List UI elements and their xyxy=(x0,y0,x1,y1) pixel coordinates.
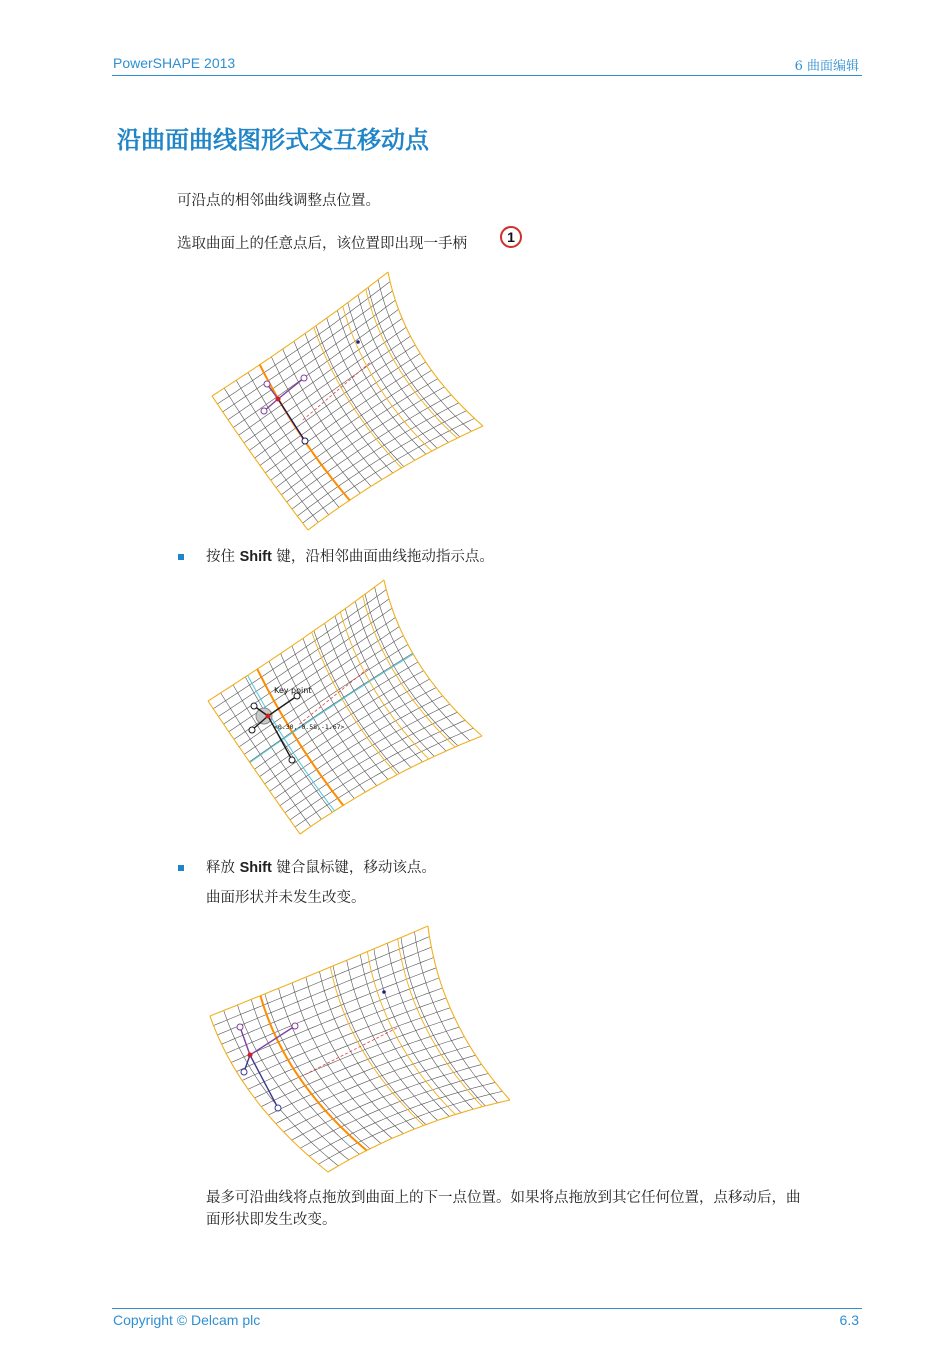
bullet-2-post: 键合鼠标键，移动该点。 xyxy=(271,860,436,876)
handle-end xyxy=(251,703,257,709)
mesh-line xyxy=(297,411,466,516)
mesh-line xyxy=(306,977,403,1134)
callout-1-icon: 1 xyxy=(500,226,522,248)
handle-arm xyxy=(278,399,305,441)
key-point xyxy=(276,397,281,402)
handle-arm xyxy=(278,378,304,399)
surface-figure-3 xyxy=(200,922,520,1182)
surface-figure-2 xyxy=(200,576,500,846)
handle-end xyxy=(302,438,308,444)
mesh-line xyxy=(224,1011,339,1166)
mesh-line xyxy=(415,932,498,1103)
shift-key-label: Shift xyxy=(239,860,272,876)
intro-text-1: 可沿点的相邻曲线调整点位置。 xyxy=(177,193,380,209)
iso-line xyxy=(303,362,371,420)
surface-edge xyxy=(210,926,428,1016)
surface-edge xyxy=(428,926,510,1100)
highlighted-curve xyxy=(261,996,367,1151)
bullet-1-post: 键，沿相邻曲面曲线拖动指示点。 xyxy=(271,549,494,565)
key-point xyxy=(382,990,386,994)
handle-end xyxy=(264,381,270,387)
handle-end xyxy=(275,1105,281,1111)
surface-edge xyxy=(328,1100,510,1172)
handle-end xyxy=(241,1069,247,1075)
header-rule xyxy=(112,75,862,76)
bullet-text-1 xyxy=(206,547,494,567)
mesh-line xyxy=(223,291,393,412)
bullet-2-pre: 释放 xyxy=(206,860,240,876)
section-curve xyxy=(367,952,455,1115)
handle-end xyxy=(237,1024,243,1030)
handle-end xyxy=(292,1023,298,1029)
footer-copyright: Copyright © Delcam plc xyxy=(113,1312,261,1328)
bullet-marker xyxy=(178,554,184,560)
key-point xyxy=(248,1053,253,1058)
mesh-line xyxy=(292,983,392,1139)
header-chapter: 6 曲面编辑 xyxy=(794,59,859,74)
handle-end xyxy=(301,375,307,381)
closing-text-2: 面形状即发生改变。 xyxy=(206,1212,337,1228)
page-title: 沿曲面曲线图形式交互移动点 xyxy=(117,125,429,154)
bullet-2-note: 曲面形状并未发生改变。 xyxy=(206,890,366,906)
mesh-line xyxy=(217,282,390,405)
section-curve xyxy=(363,596,455,747)
section-curve xyxy=(398,939,483,1107)
surface-figure-1 xyxy=(200,268,500,538)
mesh-line xyxy=(335,616,423,762)
surface-edge xyxy=(388,272,483,426)
key-point xyxy=(266,714,271,719)
mesh-line xyxy=(309,1082,495,1156)
mesh-line xyxy=(265,994,370,1149)
mesh-line xyxy=(368,287,460,437)
mesh-line xyxy=(292,1064,482,1140)
mesh-line xyxy=(355,601,446,751)
handle-end xyxy=(261,408,267,414)
surface-edge xyxy=(212,272,388,396)
handle-arm xyxy=(250,1055,278,1108)
handle-end xyxy=(249,727,255,733)
footer-page-number: 6.3 xyxy=(839,1312,859,1328)
coordinate-readout: <0.30,-0.58,-1.67> xyxy=(274,723,345,731)
mesh-line xyxy=(318,1091,502,1164)
mesh-line xyxy=(365,594,458,746)
guide-curve xyxy=(250,654,413,762)
mesh-line xyxy=(233,309,398,427)
mesh-line xyxy=(214,937,430,1026)
intro-text-2: 选取曲面上的任意点后，该位置即出现一手柄 xyxy=(177,236,467,252)
mesh-line xyxy=(292,403,459,509)
section-curve xyxy=(366,289,457,438)
bullet-text-2 xyxy=(206,858,436,878)
shift-key-label: Shift xyxy=(239,549,272,565)
mesh-line xyxy=(401,938,485,1106)
bullet-marker xyxy=(178,865,184,871)
mesh-line xyxy=(387,943,473,1109)
mesh-line xyxy=(292,646,377,786)
footer-rule xyxy=(112,1308,862,1309)
bullet-1-pre: 按住 xyxy=(206,549,240,565)
handle-end xyxy=(289,757,295,763)
handle-arm xyxy=(240,1027,250,1055)
mesh-line xyxy=(325,623,411,767)
surface-edge xyxy=(208,580,384,701)
key-point xyxy=(356,340,360,344)
mesh-line xyxy=(303,418,475,523)
mesh-line xyxy=(287,395,452,502)
mesh-line xyxy=(345,609,434,757)
mesh-line xyxy=(224,608,392,724)
key-point-label: Key point xyxy=(274,686,312,695)
mesh-line xyxy=(303,638,388,779)
closing-text-1: 最多可沿曲线将点拖放到曲面上的下一点位置。如果将点拖放到其它任何位置，点移动后，曲 xyxy=(206,1190,801,1206)
mesh-line xyxy=(255,662,419,769)
header-product: PowerSHAPE 2013 xyxy=(113,55,236,71)
